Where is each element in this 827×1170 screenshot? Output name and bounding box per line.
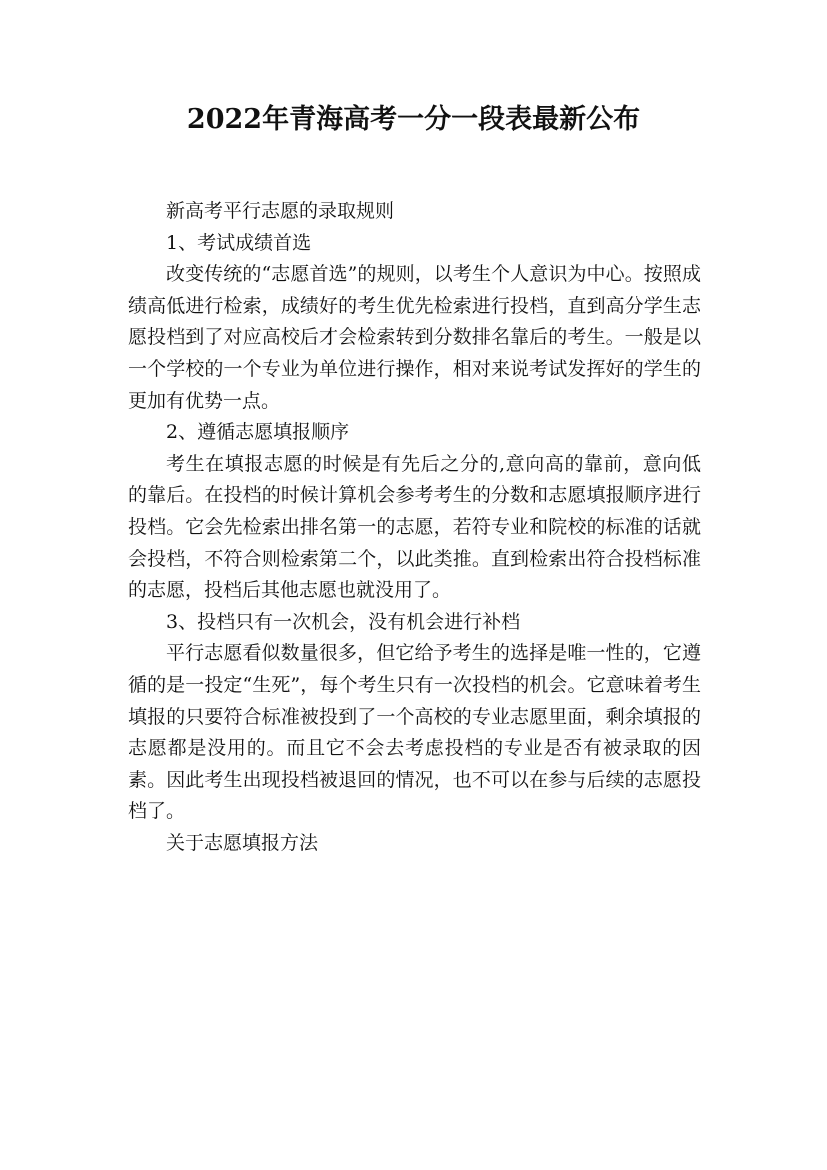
- body-paragraph: 平行志愿看似数量很多，但它给予考生的选择是唯一性的，它遵循的是一投定“生死”，每个考生只有一次投档的机会。它意味着考生填报的只要符合标准被投到了一个高校的专业志愿里面，剩余填报的志愿都是没用的。而且它不会去考虑投档的专业是否有被录取的因素。因此考生出现投档被退回的情况，也不可以在参与后续的志愿投档了。: [128, 642, 701, 823]
- subsection-heading: 1、考试成绩首选: [166, 231, 312, 254]
- document-body: [128, 196, 701, 859]
- document-title: 2022年青海高考一分一段表最新公布: [186, 104, 641, 135]
- section-heading: 关于志愿填报方法: [166, 831, 319, 854]
- subsection-heading: 2、遵循志愿填报顺序: [166, 421, 350, 444]
- body-paragraph: 考生在填报志愿的时候是有先后之分的,意向高的靠前，意向低的靠后。在投档的时候计算机会参考考生的分数和志愿填报顺序进行投档。它会先检索出排名第一的志愿，若符专业和院校的标准的话就会投档，不符合则检索第二个，以此类推。直到检索出符合投档标准的志愿，投档后其他志愿也就没用了。: [128, 452, 701, 602]
- section-heading: 新高考平行志愿的录取规则: [166, 200, 395, 222]
- subsection-heading: 3、投档只有一次机会，没有机会进行补档: [166, 610, 521, 633]
- body-paragraph: 改变传统的“志愿首选”的规则，以考生个人意识为中心。按照成绩高低进行检索，成绩好的考生优先检索进行投档，直到高分学生志愿投档到了对应高校后才会检索转到分数排名靠后的考生。一般是以一个学校的一个专业为单位进行操作，相对来说考试发挥好的学生的更加有优势一点。: [128, 263, 701, 412]
